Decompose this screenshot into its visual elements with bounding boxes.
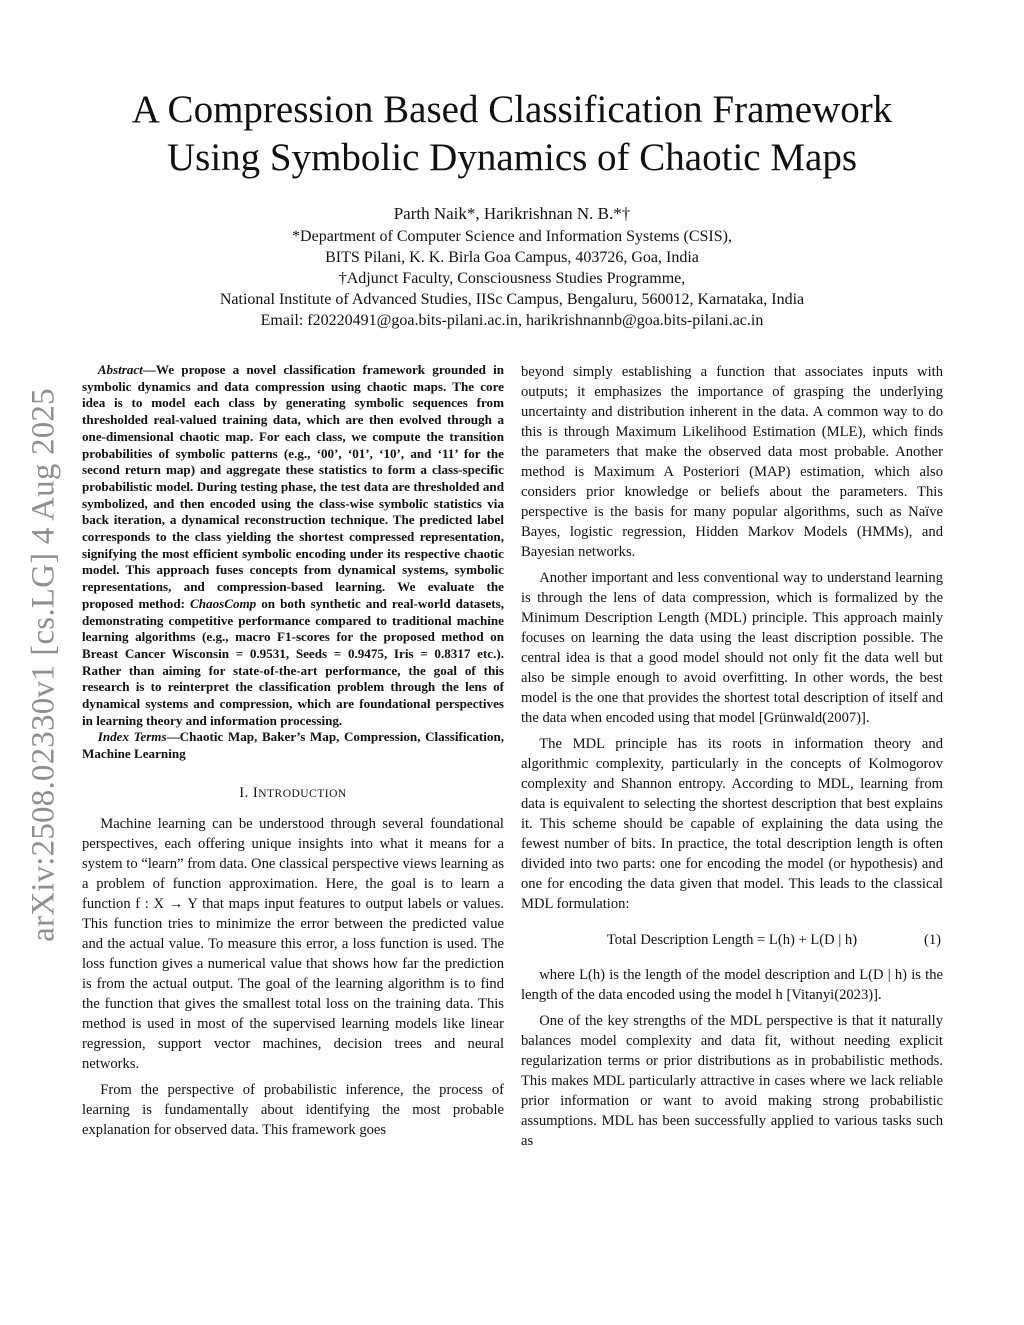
author-block (90, 203, 934, 331)
abstract-text: —We propose a novel classification framework grounded in symbolic dynamics and data compression using chaotic maps. The core idea is to model each class by generating symbolic sequences from thresholded real-valued training data, which are then evolved through a one-dimensional chaotic map. For each class, we compute the transition probabilities of symbolic patterns (e.g., ‘00’, ‘01’, ‘10’, and ‘11’ for the second return map) and aggregate these statistics to form a class-specific probabilistic model. During testing phase, the test data are thresholded and symbolized, and then encoded using the class-wise symbolic statistics via back iteration, a dynamical reconstruction technique. The predicted label corresponds to the class yielding the shortest compressed representation, signifying the most efficient symbolic encoding under its respective chaotic model. This approach fuses concepts from dynamical systems, symbolic representations, and compression-based learning. We evaluate the proposed method: (82, 362, 504, 611)
right-column (521, 362, 943, 1157)
affiliation-line-4: National Institute of Advanced Studies, IISc Campus, Bengaluru, 560012, Karnataka, India (219, 291, 805, 308)
index-terms (82, 729, 504, 762)
section-number: I. (239, 784, 249, 801)
left-column (82, 362, 504, 1146)
abstract (82, 362, 504, 729)
abstract-label: Abstract (97, 362, 143, 377)
affiliation-line-3: †Adjunct Faculty, Consciousness Studies Programme, (338, 270, 686, 287)
author-names: Parth Naik*, Harikrishnan N. B.*† (393, 204, 631, 223)
right-paragraph-3: The MDL principle has its roots in information theory and algorithmic complexity, particularly in the concepts of Kolmogorov complexity and Shannon entropy. According to MDL, learning from data is equivalent to selecting the shortest description that best explains it. This scheme should be capable of explaining the data using the fewest number of bits. In practice, the total description length is often divided into two parts: one for encoding the model (or hypothesis) and one for encoding the data given that model. This leads to the classical MDL formulation: (521, 736, 943, 912)
right-paragraph-2: Another important and less conventional way to understand learning is through the lens of data compression, which is formalized by the Minimum Description Length (MDL) principle. This approach mainly focuses on learning the data using the least discription possible. The central idea is that a good model should not only fit the data well but also be simple enough to avoid overfitting. In other words, the best model is the one that provides the shortest total description of itself and the data when encoded using that model [Grünwald(2007)]. (521, 570, 943, 726)
paper-title (90, 86, 934, 182)
index-terms-label: Index Terms (97, 729, 167, 745)
equation-1 (521, 932, 943, 949)
equation-number: (1) (923, 932, 941, 948)
abstract-text-continued: on both synthetic and real-world datasets, demonstrating competitive performance compared to traditional machine learning algorithms (e.g., macro F1-scores for the proposed method on Breast Cancer Wisconsin = 0.9531, Seeds = 0.9475, Iris = 0.8317 etc.). Rather than aiming for state-of-the-art performance, the goal of this research is to reinterpret the classification problem through the lens of dynamical systems and compression, which are foundational perspectives in learning theory and information processing. (82, 595, 504, 728)
section-heading-introduction (82, 785, 504, 802)
affiliation-email: Email: f20220491@goa.bits-pilani.ac.in, harikrishnannb@goa.bits-pilani.ac.in (260, 312, 764, 329)
right-paragraph-4: where L(h) is the length of the model description and L(D | h) is the length of the data encoded using the model h [Vitanyi(2023)]. (521, 967, 943, 1003)
section-title-rest: NTRODUCTION (258, 787, 347, 800)
right-paragraph-5: One of the key strengths of the MDL perspective is that it naturally balances model complexity and data fit, without needing explicit regularization terms or prior distributions as in probabilistic methods. This makes MDL particularly attractive in cases where we lack reliable prior information or want to avoid making strong probabilistic assumptions. MDL has been successfully applied to various tasks such as (521, 1013, 943, 1149)
title-line-2: Using Symbolic Dynamics of Chaotic Maps (166, 136, 858, 179)
title-line-1: A Compression Based Classification Framework (131, 88, 893, 131)
section-title-first: I (252, 784, 259, 801)
equation-text: Total Description Length = L(h) + L(D | h) (606, 932, 858, 948)
method-name: ChaosComp (190, 595, 257, 611)
affiliation-line-2: BITS Pilani, K. K. Birla Goa Campus, 403726, Goa, India (325, 249, 699, 266)
right-paragraph-1: beyond simply establishing a function that associates inputs with outputs; it emphasizes the importance of grasping the underlying uncertainty and distribution inherent in the data. A common way to do this is through Maximum Likelihood Estimation (MLE), which finds the parameters that make the observed data most probable. Another method is Maximum A Posteriori (MAP) estimation, which also considers prior knowledge or beliefs about the parameters. This perspective is the basis for many popular algorithms, such as Naïve Bayes, logistic regression, Hidden Markov Models (HMMs), and Bayesian networks. (521, 364, 943, 560)
affiliation-line-1: *Department of Computer Science and Information Systems (CSIS), (292, 228, 732, 245)
intro-paragraph-2: From the perspective of probabilistic inference, the process of learning is fundamentally about identifying the most probable explanation for observed data. This framework goes (82, 1081, 504, 1138)
intro-paragraph-1: Machine learning can be understood through several foundational perspectives, each offering unique insights into what it means for a system to “learn” from data. One classical perspective views learning as a problem of function approximation. Here, the goal is to learn a function f : X → Y that maps input features to output labels or values. This function tries to minimize the error between the predicted value and the actual value. To measure this error, a loss function is used. The loss function gives a numerical value that shows how far the prediction is from the actual output. The goal of the learning algorithm is to find the function that gives the smallest total loss on the training data. This method is used in most of the supervised learning models like linear regression, support vector machines, decision trees and neural networks. (82, 815, 504, 1072)
arxiv-identifier: arXiv:2508.02330v1 [cs.LG] 4 Aug 2025 (25, 388, 62, 942)
index-terms-text: —Chaotic Map, Baker’s Map, Compression, Classification, Machine Learning (82, 729, 504, 762)
